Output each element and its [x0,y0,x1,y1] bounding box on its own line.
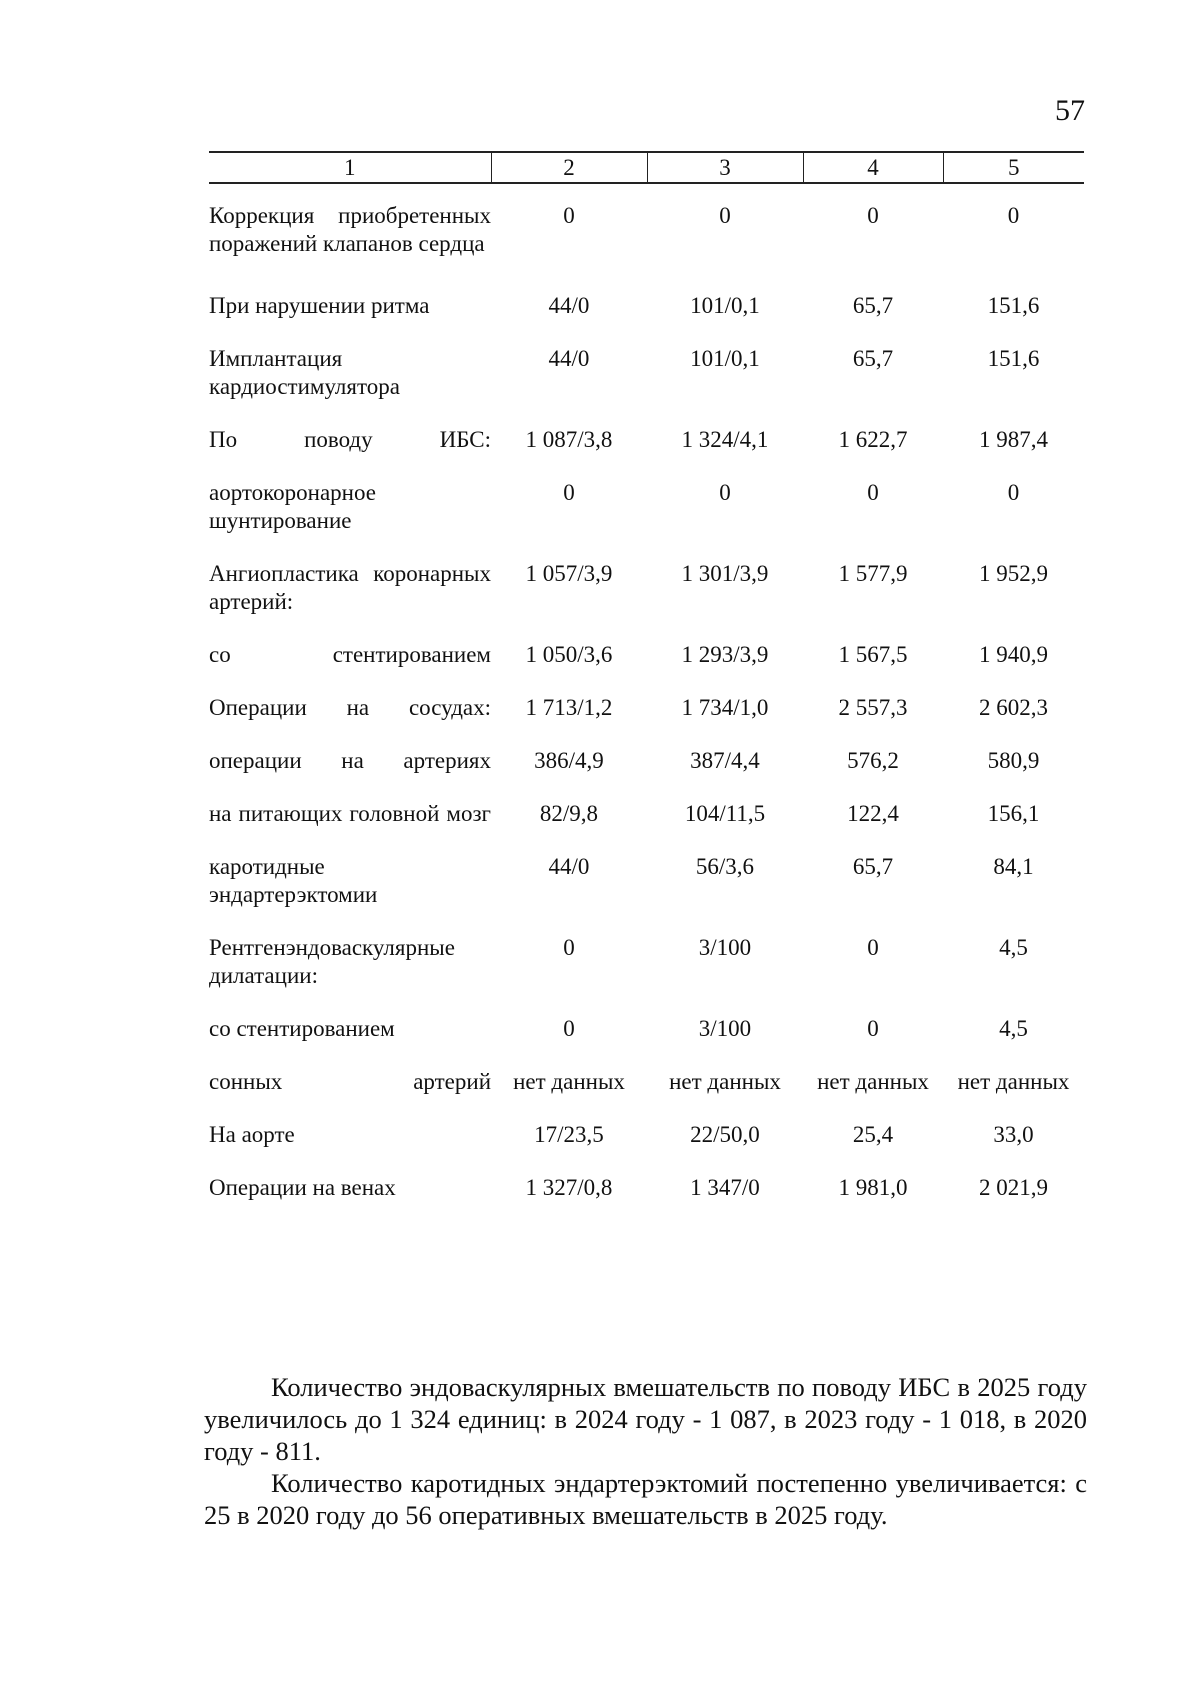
table-row [209,426,1084,454]
table-row [209,479,1084,535]
row-spacer-cell [209,454,1084,479]
cell-value: 25,4 [852,1122,894,1147]
table-row [209,934,1084,990]
row-spacer [209,401,1084,426]
cell-value: 84,1 [993,854,1034,879]
cell-value: 1 577,9 [838,561,908,586]
table-row [209,747,1084,775]
cell-value: 104/11,5 [684,801,766,826]
cell-value: 156,1 [987,801,1040,826]
column-header: 4 [803,153,943,183]
cell-value: нет данных [513,1069,625,1094]
cell-value: 122,4 [847,801,899,826]
data-table [209,153,1084,1202]
cell-value: 101/0,1 [690,346,760,371]
cell-value: нет данных [669,1069,781,1094]
cell-value: 2 557,3 [838,695,908,720]
cell-value: 2 602,3 [979,695,1048,720]
row-spacer-cell [209,722,1084,747]
table-row [209,694,1084,722]
cell-value: 0 [719,203,731,228]
cell-value: 1 622,7 [838,427,908,452]
row-spacer-cell [209,990,1084,1015]
column-header: 5 [943,153,1084,183]
cell-value: 1 324/4,1 [681,427,769,452]
cell-value: 1 567,5 [838,642,908,667]
cell-value: 1 981,0 [838,1175,908,1200]
row-label: Имплантация кардиостимулятора [209,346,400,399]
row-spacer [209,828,1084,853]
cell-value: 33,0 [993,1122,1034,1147]
cell-value: 1 713/1,2 [525,695,613,720]
table-header-row [209,153,1084,183]
row-spacer-cell [209,535,1084,560]
row-spacer-cell [209,1149,1084,1174]
cell-value: 0 [563,203,575,228]
cell-value: 3/100 [698,935,752,960]
cell-value: 0 [563,935,575,960]
table-row [209,641,1084,669]
row-label: каротидные эндартерэктомии [209,854,378,907]
table-row [209,1174,1084,1202]
row-spacer [209,990,1084,1015]
cell-value: 82/9,8 [539,801,599,826]
table-row [209,560,1084,616]
row-spacer [209,1043,1084,1068]
cell-value: 0 [719,480,731,505]
cell-value: 44/0 [548,346,590,371]
table-row [209,1121,1084,1149]
page-number: 57 [1055,94,1085,127]
row-spacer-cell [209,828,1084,853]
cell-value: 1 301/3,9 [681,561,769,586]
table-row [209,1015,1084,1043]
cell-value: 65,7 [852,346,894,371]
row-spacer [209,775,1084,800]
row-spacer [209,909,1084,934]
row-spacer [209,1096,1084,1121]
cell-value: 0 [867,1016,879,1041]
cell-value: 0 [563,1016,575,1041]
row-spacer-cell [209,258,1084,292]
cell-value: 0 [563,480,575,505]
row-spacer-cell [209,320,1084,345]
row-label: На аорте [209,1122,295,1147]
row-label: сонных артерий [209,1069,491,1094]
cell-value: 3/100 [698,1016,752,1041]
table-row [209,292,1084,320]
cell-value: 151,6 [987,346,1040,371]
row-spacer-cell [209,1096,1084,1121]
cell-value: 4,5 [999,1016,1028,1041]
cell-value: 576,2 [847,748,899,773]
row-spacer [209,722,1084,747]
paragraph: Количество эндоваскулярных вмешательств по поводу ИБС в 2025 году увеличилось до 1 324 единиц: в 2024 году - 1 087, в 2023 году - 1 018, в 2020 году - 811. [204,1372,1087,1466]
cell-value: 1 087/3,8 [525,427,613,452]
cell-value: 2 021,9 [979,1175,1048,1200]
table-row [209,800,1084,828]
row-label: Операции на сосудах: [209,695,491,720]
table-row [209,1068,1084,1096]
data-table-container [209,151,1084,1202]
row-spacer [209,535,1084,560]
cell-value: 1 952,9 [979,561,1048,586]
cell-value: 580,9 [987,748,1040,773]
cell-value: 0 [1007,480,1020,505]
row-spacer-cell [209,775,1084,800]
row-spacer-cell [209,669,1084,694]
cell-value: нет данных [957,1069,1070,1094]
cell-value: 1 734/1,0 [681,695,769,720]
row-spacer-cell [209,909,1084,934]
cell-value: 1 050/3,6 [525,642,613,667]
cell-value: 1 987,4 [979,427,1048,452]
row-spacer [209,454,1084,479]
row-label: При нарушении ритма [209,293,430,318]
cell-value: нет данных [817,1069,929,1094]
cell-value: 0 [1007,203,1020,228]
body-text [204,1371,1087,1531]
cell-value: 22/50,0 [690,1122,760,1147]
row-spacer [209,183,1084,202]
row-label: Рентгенэндоваскулярные дилатации: [209,935,455,988]
row-spacer [209,616,1084,641]
cell-value: 0 [867,203,879,228]
cell-value: 1 327/0,8 [525,1175,613,1200]
cell-value: 0 [867,480,879,505]
cell-value: 17/23,5 [534,1122,604,1147]
cell-value: 44/0 [548,293,590,318]
row-spacer-cell [209,1043,1084,1068]
row-label: По поводу ИБС: [209,427,491,452]
table-row [209,202,1084,258]
cell-value: 1 057/3,9 [525,561,613,586]
row-label: Коррекция приобретенных поражений клапанов сердца [209,203,491,256]
row-spacer [209,1149,1084,1174]
row-label: Ангиопластика коронарных артерий: [209,561,491,614]
row-label: со стентированием [209,1016,395,1041]
cell-value: 0 [867,935,879,960]
cell-value: 1 940,9 [979,642,1048,667]
column-header: 2 [491,153,647,183]
table-row [209,853,1084,909]
row-label: на питающих головной мозг [209,801,491,826]
row-label: операции на артериях [209,748,491,773]
table-body [209,183,1084,1202]
cell-value: 386/4,9 [534,748,604,773]
cell-value: 1 293/3,9 [681,642,769,667]
row-spacer [209,320,1084,345]
row-label: аортокоронарное шунтирование [209,480,376,533]
cell-value: 56/3,6 [695,854,755,879]
cell-value: 44/0 [548,854,590,879]
row-label: со стентированием [209,642,491,667]
cell-value: 65,7 [852,293,894,318]
cell-value: 65,7 [852,854,894,879]
column-header: 1 [209,153,491,183]
cell-value: 151,6 [987,293,1040,318]
row-spacer [209,669,1084,694]
row-label: Операции на венах [209,1175,396,1200]
row-spacer-cell [209,616,1084,641]
cell-value: 101/0,1 [690,293,760,318]
column-header: 3 [647,153,803,183]
cell-value: 1 347/0 [690,1175,760,1200]
paragraph: Количество каротидных эндартерэктомий постепенно увеличивается: с 25 в 2020 году до 56 оперативных вмешательств в 2025 году. [204,1468,1087,1530]
row-spacer-cell [209,401,1084,426]
cell-value: 4,5 [999,935,1028,960]
row-spacer [209,258,1084,292]
table-row [209,345,1084,401]
row-spacer-cell [209,183,1084,202]
cell-value: 387/4,4 [690,748,760,773]
